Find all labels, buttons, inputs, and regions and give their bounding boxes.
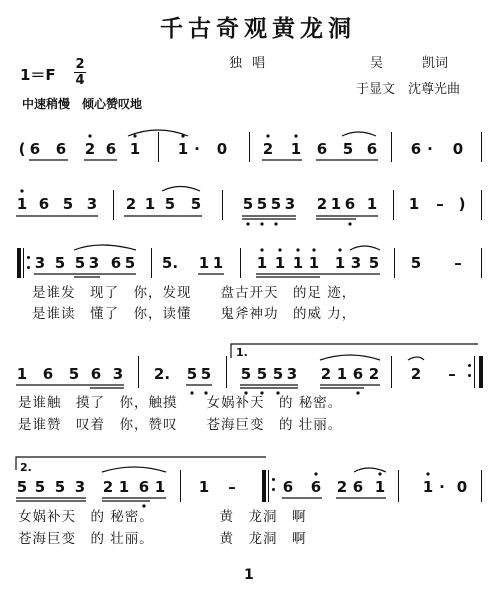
note-token: 1 bbox=[154, 478, 166, 496]
note-token: 5 bbox=[54, 478, 66, 496]
slur bbox=[162, 187, 200, 192]
note-token: 1 bbox=[129, 140, 141, 158]
octave-dot-below bbox=[348, 222, 351, 225]
octave-dot-below bbox=[356, 391, 359, 394]
note-token: 2 bbox=[336, 478, 348, 496]
note-token: 1 bbox=[374, 478, 386, 496]
note-token: 5 bbox=[62, 195, 74, 213]
note-token: 5 bbox=[342, 140, 354, 158]
note-token: 1 bbox=[366, 195, 378, 213]
note-token: 1 bbox=[212, 254, 224, 272]
note-token: 5 bbox=[256, 365, 268, 383]
octave-dot-above bbox=[278, 248, 281, 251]
note-token: 5 bbox=[270, 195, 282, 213]
note-token: 5 bbox=[368, 254, 380, 272]
slur bbox=[342, 132, 376, 136]
note-token: 5 bbox=[74, 254, 86, 272]
lyric-line-3: 是谁触 摸了 你，触摸 女娲补天 的 秘密。 bbox=[18, 395, 343, 411]
note-token: 6 bbox=[310, 478, 322, 496]
note-token: 5 bbox=[272, 365, 284, 383]
note-token: 5 bbox=[190, 195, 202, 213]
octave-dot-above bbox=[260, 248, 263, 251]
note-token: 5 bbox=[200, 365, 212, 383]
dash-token: – bbox=[436, 195, 444, 213]
lyricist-credit: 吴 凯词 bbox=[370, 56, 449, 71]
octave-dot-below bbox=[244, 391, 247, 394]
note-token: 6 bbox=[55, 140, 67, 158]
note-token: 1 bbox=[330, 195, 342, 213]
time-signature-top: 2 bbox=[75, 57, 85, 72]
note-token: 1 bbox=[198, 254, 210, 272]
note-token: 1 bbox=[334, 254, 346, 272]
octave-dot-below bbox=[260, 391, 263, 394]
note-token: 2 bbox=[125, 195, 137, 213]
octave-dot-below bbox=[246, 222, 249, 225]
octave-dot-below bbox=[260, 222, 263, 225]
octave-dot-below bbox=[142, 504, 145, 507]
note-token: 3 bbox=[74, 478, 86, 496]
slur bbox=[408, 357, 424, 360]
note-token: 0 bbox=[456, 478, 468, 496]
volta-bracket bbox=[231, 344, 478, 358]
lyric-line-4: 是谁赞 叹着 你，赞叹 苍海巨变 的 壮丽。 bbox=[18, 417, 343, 433]
octave-dot-above bbox=[426, 472, 429, 475]
note-token: 5 bbox=[16, 478, 28, 496]
octave-dot-above bbox=[312, 248, 315, 251]
octave-dot-above bbox=[296, 248, 299, 251]
octave-dot-above bbox=[314, 472, 317, 475]
note-token: 2 bbox=[102, 478, 114, 496]
lyric-line-6: 苍海巨变 的 壮丽。 黄 龙洞 啊 bbox=[18, 531, 307, 547]
dot-token: · bbox=[439, 478, 445, 496]
note-token: 2 bbox=[84, 140, 96, 158]
note-token: 6 bbox=[352, 478, 364, 496]
note-token: 1 bbox=[290, 140, 302, 158]
octave-dot-below bbox=[274, 222, 277, 225]
note-token: 1 bbox=[292, 254, 304, 272]
note-token: 1 bbox=[16, 195, 28, 213]
note-token: 1 bbox=[198, 478, 210, 496]
note-token: 6 bbox=[316, 140, 328, 158]
note-token: 5 bbox=[242, 195, 254, 213]
note-token: 3 bbox=[284, 195, 296, 213]
note-token: 5 bbox=[164, 195, 176, 213]
slur bbox=[350, 246, 380, 250]
lyric-line-1: 是谁发 现了 你，发现 盘古开天 的足 迹， bbox=[32, 285, 357, 301]
octave-dot-above bbox=[338, 248, 341, 251]
note-token: 6 bbox=[42, 365, 54, 383]
volta-2-label: 2. bbox=[20, 461, 32, 474]
note-token: 1 bbox=[308, 254, 320, 272]
key-signature: 1＝F bbox=[20, 66, 56, 84]
dot-token: · bbox=[427, 140, 433, 158]
note-token: 3 bbox=[286, 365, 298, 383]
note-token: 2 bbox=[410, 365, 422, 383]
octave-dot-above bbox=[181, 134, 184, 137]
note-token: 1 bbox=[16, 365, 28, 383]
volta-1-label: 1. bbox=[236, 346, 248, 359]
note-token: 1 bbox=[144, 195, 156, 213]
note-token: 5 bbox=[124, 254, 136, 272]
note-token: 3 bbox=[350, 254, 362, 272]
note-token: 0 bbox=[216, 140, 228, 158]
lyric-line-2: 是谁读 懂了 你，读懂 鬼斧神功 的威 力， bbox=[32, 306, 357, 322]
octave-dot-below bbox=[276, 391, 279, 394]
note-token: 3 bbox=[86, 195, 98, 213]
octave-dot-below bbox=[190, 391, 193, 394]
note-token: 2 bbox=[262, 140, 274, 158]
note-token: 2 bbox=[316, 195, 328, 213]
page-number: 1 bbox=[244, 567, 254, 583]
composer-credit: 于显文 沈尊光曲 bbox=[356, 82, 461, 97]
note-token: ( bbox=[18, 140, 26, 158]
note-token: 6 bbox=[352, 365, 364, 383]
note-token: 1 bbox=[408, 195, 420, 213]
octave-dot-below bbox=[204, 391, 207, 394]
dot-token: · bbox=[194, 140, 200, 158]
slur bbox=[320, 355, 380, 360]
dash-token: – bbox=[454, 254, 462, 272]
note-token: 5 bbox=[54, 254, 66, 272]
dash-token: – bbox=[448, 365, 456, 383]
note-token: 2. bbox=[153, 365, 171, 383]
octave-dot-above bbox=[294, 134, 297, 137]
octave-dot-above bbox=[378, 472, 381, 475]
note-token: 6 bbox=[282, 478, 294, 496]
note-token: 0 bbox=[452, 140, 464, 158]
slur bbox=[128, 130, 188, 136]
note-token: 1 bbox=[118, 478, 130, 496]
note-token: 5 bbox=[256, 195, 268, 213]
song-title: 千古奇观黄龙洞 bbox=[160, 15, 356, 42]
note-token: 1 bbox=[256, 254, 268, 272]
note-token: 1 bbox=[336, 365, 348, 383]
performance-type: 独 唱 bbox=[229, 56, 269, 71]
note-token: 6 bbox=[38, 195, 50, 213]
note-token: 6 bbox=[366, 140, 378, 158]
paren-token: ) bbox=[458, 195, 466, 213]
note-token: 5 bbox=[186, 365, 198, 383]
note-token: 3 bbox=[34, 254, 46, 272]
note-token: 6 bbox=[110, 254, 122, 272]
note-token: 1 bbox=[177, 140, 189, 158]
time-signature-bottom: 4 bbox=[75, 73, 85, 88]
note-token: 3 bbox=[112, 365, 124, 383]
volta-bracket bbox=[16, 457, 266, 470]
slur bbox=[74, 245, 136, 250]
note-token: 5 bbox=[68, 365, 80, 383]
lyric-line-5: 女娲补天 的 秘密。 黄 龙洞 啊 bbox=[18, 509, 307, 525]
octave-dot-above bbox=[88, 134, 91, 137]
note-token: 5 bbox=[34, 478, 46, 496]
slur bbox=[354, 468, 386, 472]
note-token: 1 bbox=[422, 478, 434, 496]
note-token: 5 bbox=[240, 365, 252, 383]
octave-dot-above bbox=[266, 134, 269, 137]
dash-token: – bbox=[228, 478, 236, 496]
note-token: 3 bbox=[88, 254, 100, 272]
note-token: 6 bbox=[138, 478, 150, 496]
note-token: 5. bbox=[161, 254, 179, 272]
note-token: 2 bbox=[320, 365, 332, 383]
note-token: 6 bbox=[90, 365, 102, 383]
octave-dot-above bbox=[20, 189, 23, 192]
note-token: 6 bbox=[344, 195, 356, 213]
note-token: 5 bbox=[410, 254, 422, 272]
slur bbox=[102, 467, 166, 472]
note-token: 6 bbox=[105, 140, 117, 158]
note-token: 6 bbox=[29, 140, 41, 158]
note-token: 2 bbox=[368, 365, 380, 383]
note-token: 1 bbox=[274, 254, 286, 272]
octave-dot-above bbox=[133, 134, 136, 137]
tempo-marking: 中速稍慢 倾心赞叹地 bbox=[22, 97, 143, 111]
note-token: 6 bbox=[410, 140, 422, 158]
